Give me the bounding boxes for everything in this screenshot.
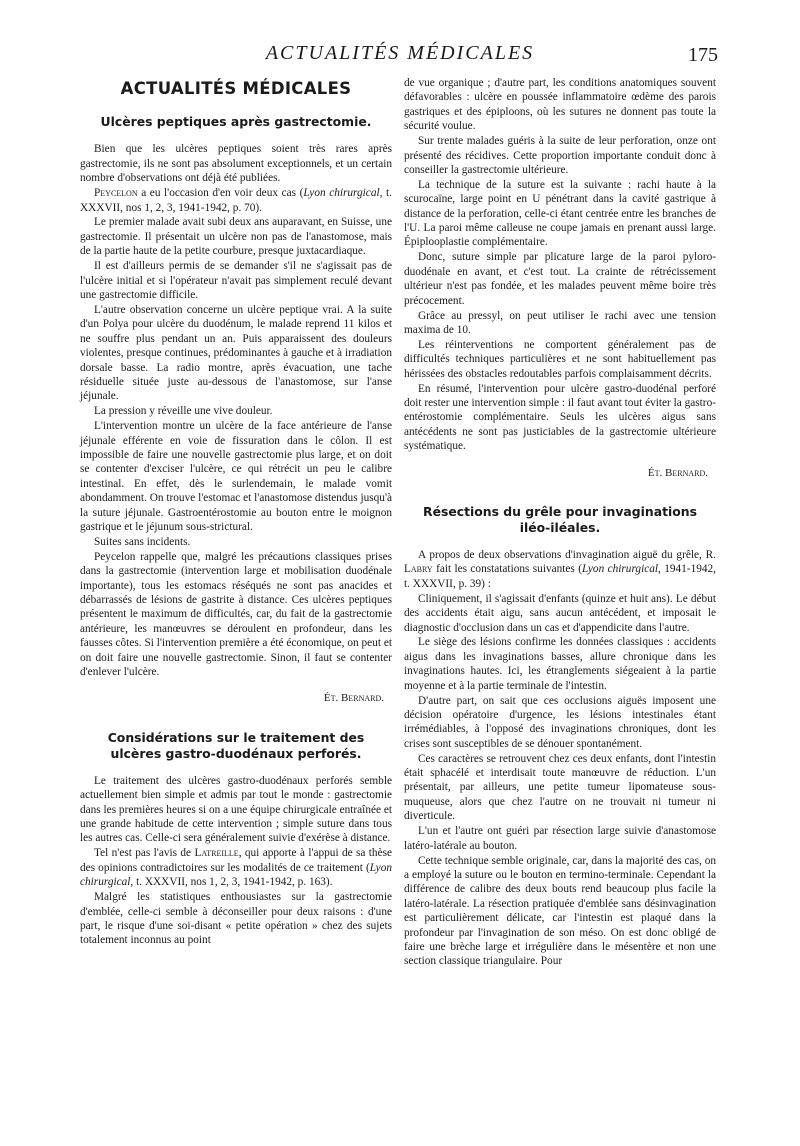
author-signature: Ét. Bernard. bbox=[647, 466, 708, 479]
author-signature: Ét. Bernard. bbox=[323, 692, 384, 705]
paragraph: Le premier malade avait subi deux ans auparavant, en Suisse, une gastrectomie. Il présentait un ulcère non pas de l'anastomose, mais de la partie haute de la petite courbure, presque juxtacardiaque. bbox=[80, 216, 392, 258]
reference-text: , 1941-1942, t. XXXVII, p. 39) : bbox=[404, 563, 716, 590]
reference-text: , t. XXXVII, nos 1, 2, 3, 1941-1942, p. 163). bbox=[130, 876, 333, 889]
right-column bbox=[404, 76, 716, 969]
paragraph-continued: de vue organique ; d'autre part, les conditions anatomiques souvent défavorables : ulcère en poussée inflammatoire œdème des parois gastriques et des épiploons, où les sutures ne donnent pas toute la sécurité voulue. bbox=[404, 77, 716, 133]
paragraph bbox=[404, 548, 716, 591]
paragraph: Grâce au pressyl, on peut utiliser le rachi avec une tension maxima de 10. bbox=[404, 309, 716, 336]
paragraph: La pression y réveille une vive douleur. bbox=[94, 405, 273, 418]
paragraph: Bien que les ulcères peptiques soient très rares après gastrectomie, ils ne sont pas absolument exceptionnels, et un certain nombre d'observations ont déjà été publiées. bbox=[80, 143, 392, 185]
paragraph: D'autre part, on sait que ces occlusions aiguës imposent une décision opératoire d'urgence, les lésions intestinales étant irrémédiables, à l'opposé des invaginations chroniques, dont les crises sont susceptibles de se dénouer spontanément. bbox=[404, 694, 716, 750]
paragraph: Malgré les statistiques enthousiastes sur la gastrectomie d'emblée, celle-ci semble à déconseiller pour deux raisons : d'une part, le risque d'une soi-disant « petite opération » chez des sujets totalement inconnus au point bbox=[80, 891, 392, 947]
paragraph: Ces caractères se retrouvent chez ces deux enfants, dont l'intestin était sphacélé et interdisait toute manœuvre de réduction. L'un présentait, par ailleurs, une petite tumeur lipomateuse sous-muqueuse, alors que chez l'autre on ne trouvait ni tumeur ni diverticule. bbox=[404, 752, 716, 823]
paragraph bbox=[80, 846, 392, 889]
article-title-resections-grele: Résections du grêle pour invaginations iléo-iléales. bbox=[423, 503, 697, 535]
page-number: 175 bbox=[688, 44, 718, 66]
author-name: Labry bbox=[404, 563, 433, 576]
running-head-title: ACTUALITÉS MÉDICALES bbox=[265, 42, 535, 64]
paragraph: En résumé, l'intervention pour ulcère gastro-duodénal perforé doit rester une intervention simple : il faut avant tout éviter la gastro-entérostomie complémentaire. Seuls les ulcères aigus sans antécédents ne sont pas justiciables de la gastrectomie ultérieure systématique. bbox=[404, 382, 716, 453]
author-name: Latreille bbox=[194, 847, 239, 860]
paragraph-text: Tel n'est pas l'avis de bbox=[94, 847, 195, 860]
journal-name: Lyon chirurgical bbox=[581, 563, 659, 576]
paragraph-text: a eu l'occasion d'en voir deux cas ( bbox=[137, 187, 304, 200]
paragraph: Sur trente malades guéris à la suite de leur perforation, onze ont présenté des récidives. Cette proportion importante conduit donc à conseiller la gastrectomie ultérieure. bbox=[404, 135, 716, 176]
paragraph: Le siège des lésions confirme les données classiques : accidents aigus dans les invaginations basses, allure chronique dans les invaginations hautes. Ici, les étranglements siégeaient à la partie moyenne et à la partie terminale de l'intestin. bbox=[404, 636, 716, 692]
paragraph: Donc, suture simple par plicature large de la paroi pyloro-duodénale en avant, et c'est tout. La crainte de rétrécissement ultérieur n'est pas fondée, et les malades peuvent même boire très précocement. bbox=[404, 251, 716, 307]
paragraph: L'intervention montre un ulcère de la face antérieure de l'anse jéjunale efférente en voie de fissuration dans le côlon. Il est impossible de faire une nouvelle gastrectomie plus large, et on doit se contenter d'exciser l'ulcère, ce qui rétrécit un peu le calibre intestinal. En effet, dès le surlendemain, le malade vomit abondamment. On trouve l'estomac et l'anastomose distendus jusqu'à la suture jéjunale. Gastroentérostomie au bouton entre le moignon gastrique et le jéjunum sous-strictural. bbox=[80, 420, 392, 533]
running-head bbox=[0, 42, 800, 72]
paragraph: L'un et l'autre ont guéri par résection large suivie d'anastomose latéro-latérale au bouton. bbox=[404, 825, 716, 852]
paragraph: Cette technique semble originale, car, dans la majorité des cas, on a employé la suture ou le bouton en termino-terminale. Cependant la différence de calibre des deux bouts rend beaucoup plus facile la latéro-latérale. La résection pratiquée d'emblée sans désinvagination est particulièrement délicate, car l'intestin est plaqué dans la profondeur par l'invagination de son méso. On est donc obligé de faire une brèche large et irrégulière dans le mésentère et non une section classique triangulaire. Pour bbox=[404, 854, 716, 968]
journal-name: Lyon chirurgical bbox=[303, 187, 380, 200]
paragraph: Cliniquement, il s'agissait d'enfants (quinze et huit ans). Le début des accidents était aigu, sans aucun antécédent, et imposait le diagnostic d'occlusion dans un cas et d'appendicite dans l'autre. bbox=[404, 592, 716, 634]
section-main-title: ACTUALITÉS MÉDICALES bbox=[120, 79, 352, 98]
paragraph: L'autre observation concerne un ulcère peptique vrai. A la suite d'un Polya pour ulcère du duodénum, le malade reprend 11 kilos et ne souffre plus pendant un an. Puis apparaissent des douleurs violentes, presque continues, prédominantes à gauche et à irradiation dorsale basse. La radio montre, après évacuation, une tache résiduelle située juste au-dessous de l'anastomose, sur l'anse jéjunale. bbox=[80, 303, 392, 403]
paragraph-text: A propos de deux observations d'invagination aiguë du grêle, R. bbox=[418, 548, 716, 561]
author-name: Peycelon bbox=[94, 187, 138, 200]
article-title-ulceres-perfores: Considérations sur le traitement des ulcères gastro-duodénaux perforés. bbox=[107, 729, 365, 761]
article-title-ulceres-peptiques: Ulcères peptiques après gastrectomie. bbox=[100, 114, 372, 130]
paragraph: Suites sans incidents. bbox=[94, 535, 191, 548]
paragraph: Peycelon rappelle que, malgré les précautions classiques prises dans la gastrectomie (intervention large et mobilisation duodénale importante), tous les estomacs réséqués ne sont pas anacides et débarrassés de lésions de gastrite à distance. Ces ulcères peptiques présentent le maximum de difficultés, car, du fait de la gastrectomie antérieure, les manœuvres se déroulent en profondeur, dans les fausses côtes. Si l'intervention première a été économique, on peut et on doit faire une nouvelle gastrectomie. Sinon, il faut se contenter d'enlever l'ulcère. bbox=[80, 550, 392, 679]
journal-name: Lyon chirurgical bbox=[80, 861, 392, 889]
paragraph-text: fait les constatations suivantes ( bbox=[432, 563, 582, 576]
reference-text: , t. XXXVII, nos 1, 2, 3, 1941-1942, p. 70). bbox=[80, 187, 392, 214]
paragraph bbox=[80, 186, 392, 215]
left-column bbox=[80, 80, 392, 948]
paragraph-text: , qui apporte à l'appui de sa thèse des opinions contradictoires sur les modalités de ce traitement ( bbox=[80, 847, 392, 874]
paragraph: Le traitement des ulcères gastro-duodénaux perforés semble actuellement bien simple et admis par tout le monde : gastrectomie dans les premières heures si on a une équipe chirurgicale entraînée et une grande habitude de cette intervention ; simple suture dans tous les autres cas. Celle-ci sera généralement suivie d'exérèse à distance. bbox=[80, 774, 392, 845]
paragraph: La technique de la suture est la suivante : rachi haute à la scurocaïne, large point en U pénétrant dans la cavité gastrique à distance de la perforation, celle-ci étant centrée entre les branches de l'U. La paroi même calleuse ne coupe jamais en prenant aussi large. Épiplooplastie complémentaire. bbox=[404, 178, 716, 249]
paragraph: Il est d'ailleurs permis de se demander s'il ne s'agissait pas de l'ulcère initial et si l'opérateur n'avait pas simplement reculé devant une gastrectomie difficile. bbox=[80, 260, 392, 301]
paragraph: Les réinterventions ne comportent généralement pas de difficultés techniques particulières et ne sont habituellement pas hérissées des obstacles redoutables parfois complaisamment décrits. bbox=[404, 338, 716, 380]
